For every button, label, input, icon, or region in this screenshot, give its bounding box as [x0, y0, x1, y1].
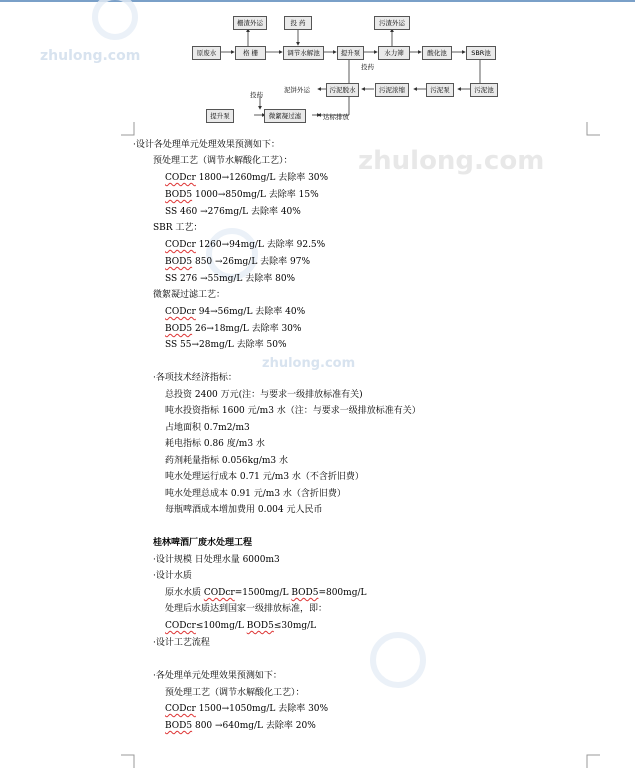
label-discharge-standard: 达标排放: [323, 113, 349, 121]
node-screen-residue-out: 栅渣外运: [233, 16, 267, 30]
node-acidification-tank: 酸化池: [422, 46, 452, 60]
design-scale: ·设计规模 日处理水量 6000m3: [153, 555, 280, 565]
design-process-flow: ·设计工艺流程: [153, 638, 210, 648]
pretreatment-cod-2: CODcr 1500→1050mg/L 去除率 30%: [165, 704, 329, 714]
pretreatment-bod: BOD5 1000→850mg/L 去除率 15%: [165, 190, 319, 200]
margin-corner-mark: [586, 754, 600, 768]
flow-arrows: [0, 0, 635, 128]
watermark-logo: [206, 228, 258, 280]
indicator-operating-cost: 吨水处理运行成本 0.71 元/m3 水（不含折旧费）: [165, 472, 364, 482]
watermark-text: zhulong.com: [262, 356, 356, 371]
pretreatment-heading: 预处理工艺（调节水解酸化工艺）：: [153, 156, 293, 166]
indicator-chemicals: 药剂耗量指标 0.056kg/m3 水: [165, 456, 288, 466]
label-dosing-2: 投药: [250, 91, 263, 99]
process-flow-diagram: [0, 0, 635, 128]
section-effect-prediction-2: ·各处理单元处理效果预测如下：: [153, 671, 282, 681]
watermark-text: zhulong.com: [358, 146, 545, 176]
indicator-power: 耗电指标 0.86 度/m3 水: [165, 439, 265, 449]
flocculation-heading: 微絮凝过滤工艺：: [153, 290, 226, 300]
indicator-land-area: 占地面积 0.7m2/m3: [165, 423, 250, 433]
sbr-bod: BOD5 850 →26mg/L 去除率 97%: [165, 257, 311, 267]
node-sludge-residue-out: 污渣外运: [374, 16, 410, 30]
label-dosing: 投药: [361, 63, 374, 71]
flocculation-cod: CODcr 94→56mg/L 去除率 40%: [165, 307, 306, 317]
pretreatment-heading-2: 预处理工艺（调节水解酸化工艺）：: [165, 688, 305, 698]
raw-water-quality: 原水水质 CODcr=1500mg/L BOD5=800mg/L: [165, 588, 367, 598]
sbr-ss: SS 276 →55mg/L 去除率 80%: [165, 274, 296, 284]
treated-water-standard: 处理后水质达到国家一级排放标准，即：: [165, 604, 328, 614]
node-lift-pump-2: 提升泵: [206, 109, 234, 123]
design-water-quality: ·设计水质: [153, 571, 192, 581]
node-equalization-hydrolysis-tank: 调节水解池: [283, 46, 324, 60]
section-tech-econ-indicators: ·各项技术经济指标：: [153, 373, 237, 383]
node-bar-screen: 格 栅: [235, 46, 266, 60]
node-sludge-thickening: 污泥浓缩: [375, 83, 409, 97]
indicator-total-cost: 吨水处理总成本 0.91 元/m3 水（含折旧费）: [165, 489, 346, 499]
node-raw-wastewater: 原废水: [192, 46, 221, 60]
flocculation-bod: BOD5 26→18mg/L 去除率 30%: [165, 324, 302, 334]
pretreatment-cod: CODcr 1800→1260mg/L 去除率 30%: [165, 173, 329, 183]
node-hydraulic-screen: 水力筛: [378, 46, 410, 60]
sbr-cod: CODcr 1260→94mg/L 去除率 92.5%: [165, 240, 326, 250]
project-heading: 桂林啤酒厂废水处理工程: [153, 538, 253, 548]
section-effect-prediction: ·设计各处理单元处理效果预测如下：: [133, 140, 280, 150]
margin-corner-mark: [121, 754, 135, 768]
indicator-investment-per-ton: 吨水投资指标 1600 元/m3 水（注：与要求一级排放标准有关）: [165, 406, 421, 416]
node-lift-pump: 提升泵: [337, 46, 364, 60]
node-micro-flocculation-filter: 微絮凝过滤: [264, 109, 306, 123]
indicator-total-investment: 总投资 2400 万元(注：与要求一级排放标准有关): [165, 390, 363, 400]
node-sludge-pump: 污泥泵: [426, 83, 454, 97]
treated-water-limits: CODcr≤100mg/L BOD5≤30mg/L: [165, 621, 317, 631]
watermark-text: zhulong.com: [40, 48, 141, 64]
indicator-beer-cost: 每瓶啤酒成本增加费用 0.004 元人民币: [165, 505, 323, 515]
pretreatment-bod-2: BOD5 800 →640mg/L 去除率 20%: [165, 721, 316, 731]
pretreatment-ss: SS 460 →276mg/L 去除率 40%: [165, 207, 301, 217]
watermark-logo: [370, 632, 426, 688]
node-sludge-dewatering: 污泥脱水: [326, 83, 359, 97]
flocculation-ss: SS 55→28mg/L 去除率 50%: [165, 340, 287, 350]
node-dosing-top: 投 药: [284, 16, 312, 30]
node-sludge-pool: 污泥池: [470, 83, 498, 97]
sbr-heading: SBR 工艺：: [153, 223, 203, 233]
label-cake-out: 泥饼外运: [284, 86, 310, 94]
node-sbr-tank: SBR池: [466, 46, 496, 60]
